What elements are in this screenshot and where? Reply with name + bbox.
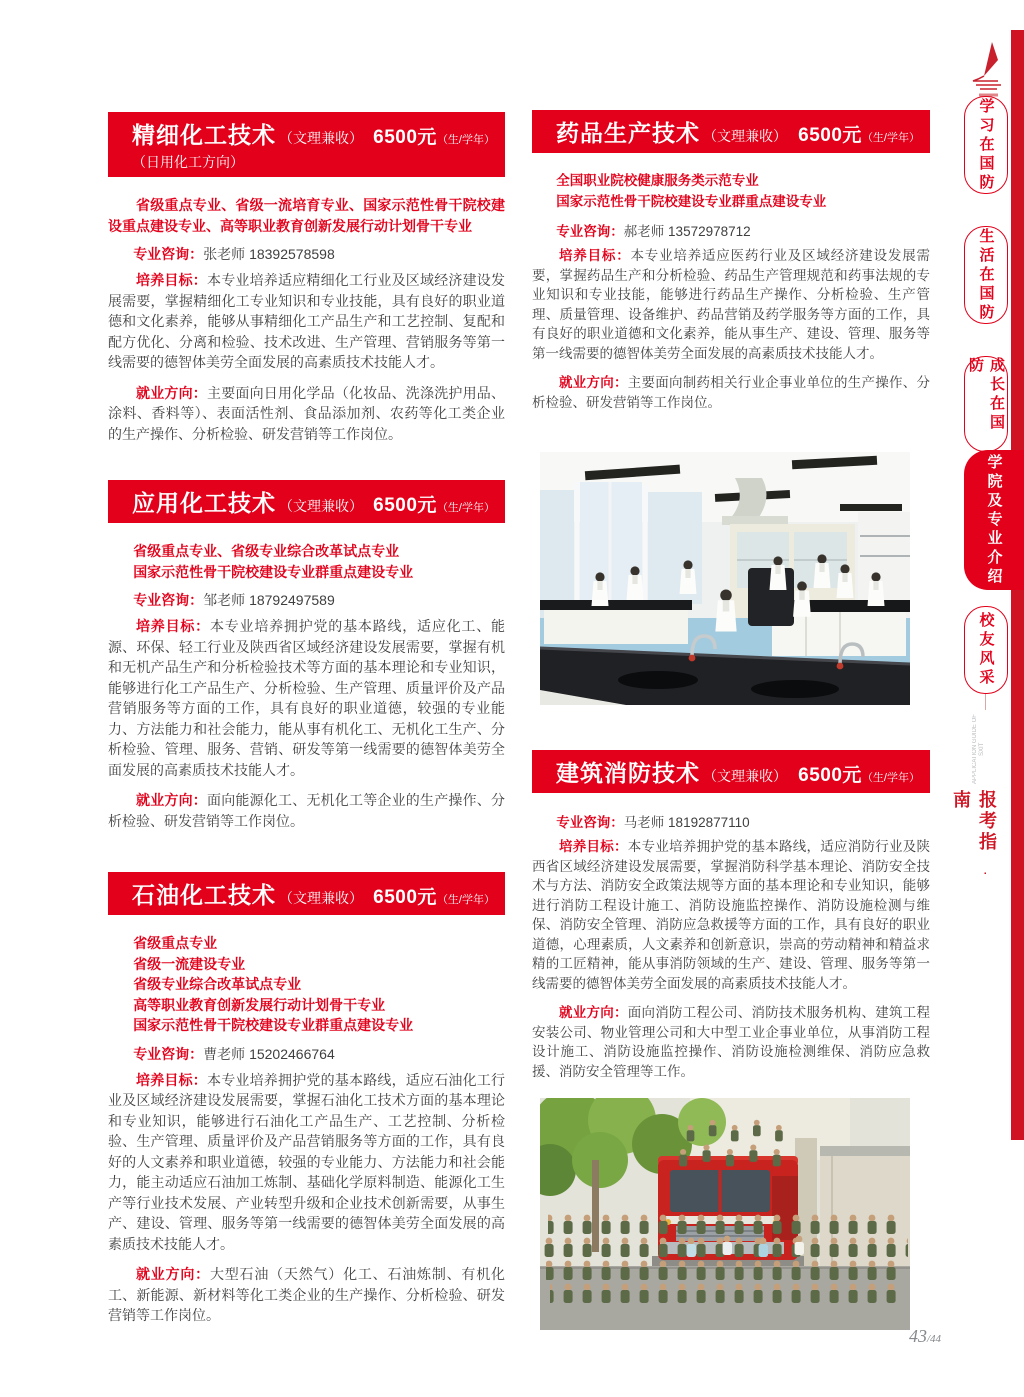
employment-paragraph: 就业方向：大型石油（天然气）化工、石油炼制、有机化工、新能源、新材料等化工类企业的生产操作、分析检验、研发营销等工作岗位。 (108, 1266, 506, 1323)
major-direction: （日用化工方向） (132, 154, 244, 170)
sidebar-tab-grow-in-defense: 成长在国防 (964, 356, 1008, 452)
objective-paragraph: 培养目标：本专业培养适应精细化工行业及区域经济建设发展需要，掌握精细化工专业知识和专业技能，具有良好的职业道德和文化素养，能够从事精细化工产品生产和工艺控制、复配和配方优化、分离和检验、技术改进、生产管理、营销服务等第一线需要的德智体美劳全面发展的高素质技术技能人才。 (108, 272, 505, 370)
section-applied-chemical (108, 480, 505, 841)
section-title: 应用化工技术 (132, 490, 276, 516)
admission-type: （文理兼收） (703, 768, 787, 784)
section-fine-chemical (108, 112, 505, 454)
section-title: 药品生产技术 (556, 120, 700, 146)
honor-line: 省级重点专业、省级专业综合改革试点专业 (133, 543, 400, 559)
sidebar (951, 0, 1024, 1397)
section-header-bar (108, 112, 505, 177)
honor-list (108, 195, 505, 236)
admission-type: （文理兼收） (279, 498, 363, 514)
consult-contact: 张老师 18392578598 (203, 246, 335, 262)
honor-line: 省级重点专业 (133, 935, 218, 951)
consult-line (532, 220, 930, 240)
admission-type: （文理兼收） (279, 130, 363, 146)
rail-divider (985, 694, 986, 710)
consult-line (108, 590, 505, 610)
honor-line: 国家示范性骨干院校建设专业群重点建设专业 (556, 193, 827, 209)
consult-label: 专业咨询： (556, 815, 624, 830)
admission-type: （文理兼收） (279, 890, 363, 906)
section-header-bar (532, 750, 930, 793)
firefighting-training-photo (540, 1098, 910, 1330)
objective-paragraph: 培养目标：本专业培养适应医药行业及区域经济建设发展需要，掌握药品生产和分析检验、药品生产管理规范和药事法规的专业知识和专业技能，能够进行药品生产操作、分析检验、生产管理、质量管理、设备维护、药品营销及药学服务等方面的工作，具有良好的职业道德和文化素养，能从事生产、建设、管理、服务等第一线需要的德智体美劳全面发展的高素质技术技能人才。 (532, 248, 930, 361)
admission-type: （文理兼收） (703, 128, 787, 144)
honor-line: 国家示范性骨干院校建设专业群重点建设专业 (133, 563, 414, 580)
honor-line: 省级一流建设专业 (133, 955, 246, 972)
honor-list (108, 541, 505, 582)
sidebar-tab-study-in-defense: 学习在国防 (964, 96, 1008, 194)
objective-paragraph: 培养目标：本专业培养拥护党的基本路线，适应石油化工行业及区域经济建设发展需要，掌握石油化工技术方面的基本理论和专业知识，能够进行石油化工产品生产、工艺控制、分析检验、生产管理、质量评价及产品营销服务等方面的工作，具有良好的人文素养和职业道德，较强的专业能力、方法能力和社会能力，能主动适应石油加工炼制、基础化学原料制造、能源化工生产等行业技术发展、产业转型升级和企业技术创新需要，从事生产、建设、管理、服务等第一线需要的德智体美劳全面发展的高素质技术技能人才。 (108, 1071, 505, 1252)
page-number: 43/44 (908, 1326, 942, 1346)
section-header-bar (108, 480, 505, 523)
employment-paragraph: 就业方向：主要面向日用化学品（化妆品、洗涤洗护用品、涂料、香料等）、表面活性剂、食品添加剂、农药等化工类企业的生产操作、分析检验、研发营销等工作岗位。 (108, 384, 505, 442)
honor-line: 国家示范性骨干院校建设专业群重点建设专业 (133, 1017, 414, 1033)
tuition: 6500元（生/学年） (798, 125, 920, 146)
sidebar-tab-live-in-defense: 生活在国防 (964, 226, 1008, 324)
tuition: 6500元（生/学年） (373, 887, 495, 908)
section-petrochemical (108, 872, 505, 1336)
honor-line: 省级重点专业、省级一流培育专业、国家示范性骨干院校建设重点建设专业、高等职业教育创新发展行动计划骨干专业 (108, 197, 505, 234)
honor-list (532, 171, 930, 212)
section-fire-protection (532, 750, 930, 1091)
objective-paragraph: 培养目标：本专业培养拥护党的基本路线，适应化工、能源、环保、轻工行业及陕西省区域经济建设发展需要，掌握有机和无机产品生产和分析检验技术等方面的基本理论和专业知识，能够进行化工产品生产、分析检验、生产管理、质量评价及产品营销服务等方面的工作，具有良好的职业道德，较强的专业能力、方法能力和社会能力，能从事有机化工、无机化工生产、分析检验、管理、服务、营销、研发等第一线需要的德智体美劳全面发展的高素质技术技能人才。 (108, 618, 506, 778)
objective-paragraph: 培养目标：本专业培养拥护党的基本路线，适应消防行业及陕西省区域经济建设发展需要，掌握消防科学基本理论、消防安全技术与方法、消防安全政策法规等方面的基本理论和专业知识，能够进行消防工程设计施工、消防设施监控操作、消防设施检测与维保、消防安全管理、消防应急救援等方面的工作，具有良好的职业道德，心理素质，人文素养和创新意识，崇高的劳动精神和精益求精的工匠精神，能从事消防领域的生产、建设、管理、服务等第一线需要的德智体美劳全面发展的高素质技术技能人才。 (532, 839, 930, 991)
consult-label: 专业咨询： (133, 246, 204, 262)
tuition: 6500元（生/学年） (373, 495, 495, 516)
college-emblem-icon (968, 40, 1008, 98)
consult-label: 专业咨询： (133, 592, 204, 608)
section-header-bar (532, 110, 930, 153)
tuition: 6500元（生/学年） (798, 765, 920, 786)
consult-label: 专业咨询： (556, 224, 624, 239)
honor-line: 全国职业院校健康服务类示范专业 (556, 173, 759, 188)
employment-paragraph: 就业方向：主要面向制药相关行业企事业单位的生产操作、分析检验、研发营销等工作岗位。 (532, 375, 930, 410)
consult-contact: 郝老师 13572978712 (623, 224, 751, 239)
guide-english-label: APPLICATION GUIDE OF SXIT (972, 714, 985, 784)
chemistry-lab-photo (540, 452, 910, 705)
section-title: 建筑消防技术 (556, 760, 700, 786)
sidebar-tab-college-majors: 学院及专业介绍 (964, 450, 1024, 590)
consult-label: 专业咨询： (133, 1045, 204, 1062)
consult-line (108, 244, 505, 264)
section-title: 石油化工技术 (132, 882, 276, 908)
tuition: 6500元（生/学年） (373, 127, 495, 148)
honor-line: 省级专业综合改革试点专业 (133, 976, 302, 992)
section-pharmaceutical (532, 110, 930, 422)
honor-line: 高等职业教育创新发展行动计划骨干专业 (133, 996, 386, 1013)
consult-contact: 曹老师 15202466764 (203, 1045, 335, 1062)
consult-line (532, 811, 930, 831)
employment-paragraph: 就业方向：面向消防工程公司、消防技术服务机构、建筑工程安装公司、物业管理公司和大中型工业企事业单位，从事消防工程设计施工、消防设施监控操作、消防设施检测维保、消防应急救援、消防安全管理等工作。 (532, 1005, 930, 1079)
consult-line (108, 1044, 505, 1064)
sidebar-tab-alumni: 校友风采 (964, 606, 1008, 694)
section-header-bar (108, 872, 505, 915)
consult-contact: 马老师 18192877110 (623, 815, 750, 830)
employment-paragraph: 就业方向：面向能源化工、无机化工等企业的生产操作、分析检验、研发营销等工作岗位。 (108, 792, 505, 829)
honor-list (108, 933, 505, 1036)
section-title: 精细化工技术 (132, 122, 276, 148)
guide-chinese-label: 报考指南 (951, 790, 997, 853)
consult-contact: 邹老师 18792497589 (203, 592, 335, 608)
